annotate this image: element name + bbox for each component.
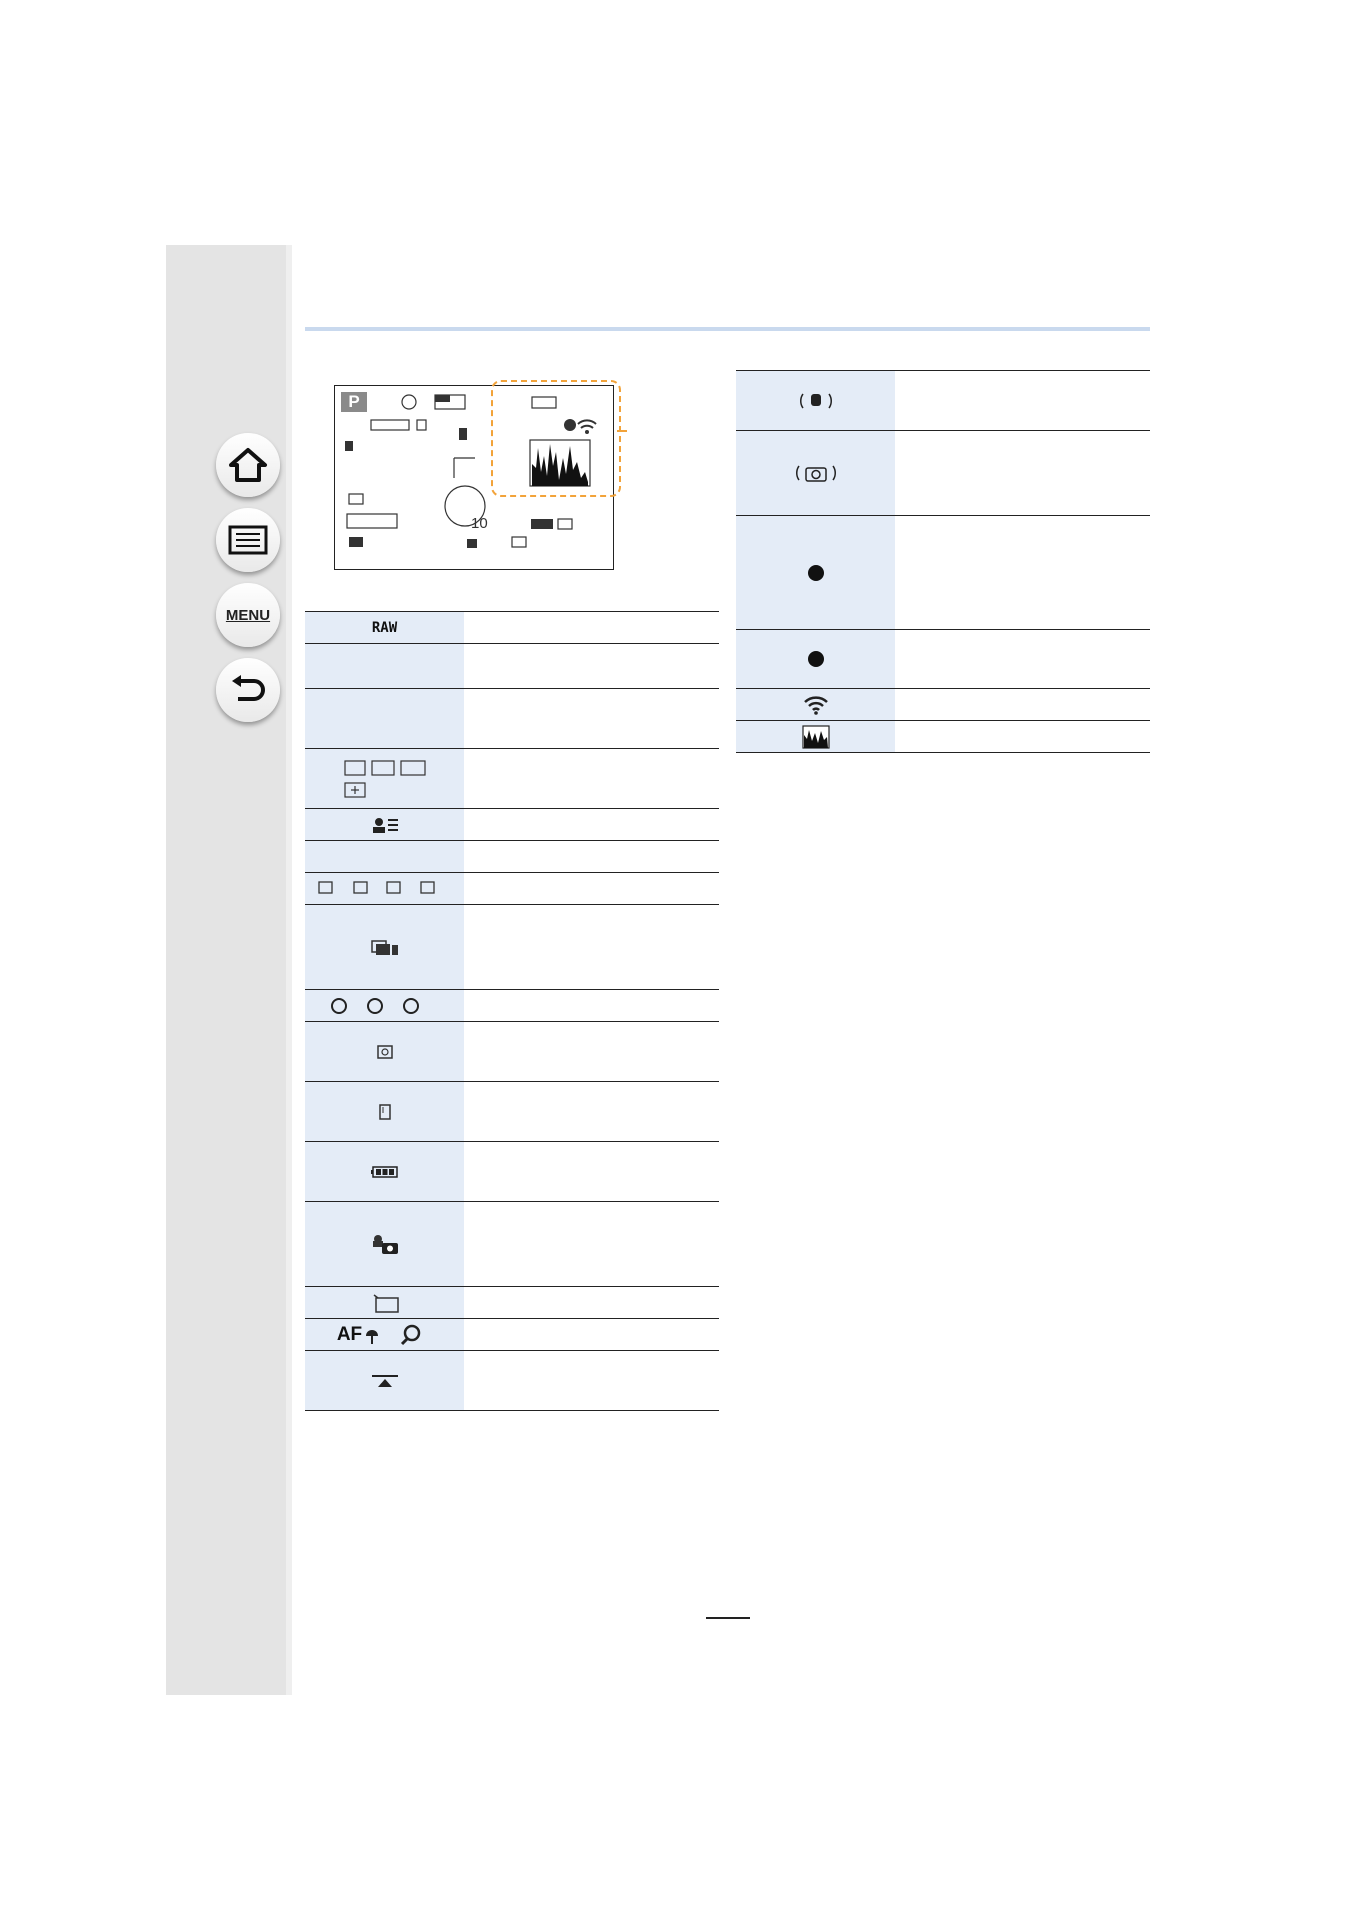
time-lapse-icon xyxy=(305,1022,464,1081)
home-button[interactable] xyxy=(216,433,280,497)
callout-line xyxy=(617,430,627,432)
return-arrow-icon xyxy=(230,673,266,707)
card-icon xyxy=(305,1082,464,1141)
histogram-icon xyxy=(736,721,895,752)
bracket-icon xyxy=(305,905,464,989)
table-row xyxy=(305,1142,719,1202)
wifi-icon xyxy=(736,689,895,720)
svg-text:10: 10 xyxy=(471,515,488,532)
table-row xyxy=(305,644,719,689)
table-row xyxy=(736,431,1150,516)
table-row xyxy=(305,1351,719,1411)
recording-dot-icon xyxy=(736,630,895,688)
af-mode-icon xyxy=(305,749,464,808)
stabilizer-off-icon xyxy=(736,371,895,430)
table-row xyxy=(305,1082,719,1142)
recording-dot-icon xyxy=(736,516,895,629)
battery-icon xyxy=(305,1142,464,1201)
self-timer-icon xyxy=(305,990,464,1021)
table-row xyxy=(305,1287,719,1319)
highlight-frame xyxy=(491,380,621,497)
card-slot-icon xyxy=(305,1287,464,1318)
af-label: AF xyxy=(336,1323,363,1345)
table-row xyxy=(305,1319,719,1351)
mode-badge: P xyxy=(341,392,367,412)
left-icon-table xyxy=(305,611,719,1411)
table-row xyxy=(305,905,719,990)
menu-button[interactable] xyxy=(216,583,280,647)
header-rule xyxy=(305,327,1150,331)
table-row xyxy=(736,371,1150,431)
contents-button[interactable] xyxy=(216,508,280,572)
table-row xyxy=(736,630,1150,689)
burst-rate-icon xyxy=(305,873,464,904)
table-row xyxy=(736,516,1150,630)
table-row xyxy=(305,689,719,749)
right-icon-table xyxy=(736,370,1150,753)
back-button[interactable] xyxy=(216,658,280,722)
table-row xyxy=(305,1022,719,1082)
camera-screen-illustration xyxy=(334,385,614,570)
table-row xyxy=(736,721,1150,753)
af-macro-icon xyxy=(305,1319,464,1350)
table-row xyxy=(305,809,719,841)
list-icon xyxy=(228,525,268,555)
table-row xyxy=(305,990,719,1022)
focus-distance-icon xyxy=(305,1351,464,1410)
sidebar-edge xyxy=(286,245,292,1695)
page-number-rule xyxy=(706,1617,750,1619)
table-row xyxy=(305,841,719,873)
home-icon xyxy=(228,447,268,483)
table-row xyxy=(736,689,1150,721)
face-eye-detection-icon xyxy=(305,809,464,840)
raw-quality-icon: RAW xyxy=(305,612,464,643)
photo-in-video-icon xyxy=(305,1202,464,1286)
stabilizer-icon xyxy=(736,431,895,515)
menu-label: MENU xyxy=(225,606,271,624)
table-row xyxy=(305,612,719,644)
table-row xyxy=(305,873,719,905)
table-row xyxy=(305,749,719,809)
table-row xyxy=(305,1202,719,1287)
